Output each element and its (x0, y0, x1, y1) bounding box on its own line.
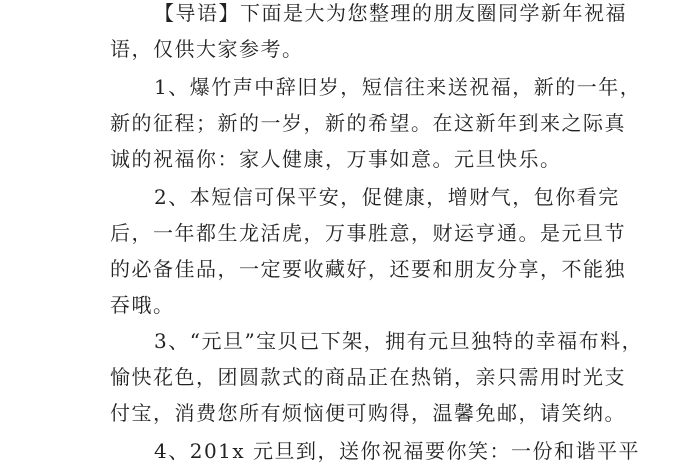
para-1-line-1: 1、爆竹声中辞旧岁，短信往来送祝福，新的一年， (154, 75, 642, 99)
para-1-line-2: 新的征程；新的一岁，新的希望。在这新年到来之际真 (110, 111, 626, 135)
intro-line-1: 【导语】下面是大为您整理的朋友圈同学新年祝福 (154, 1, 627, 25)
para-2-line-4: 吞哦。 (110, 293, 175, 317)
para-2-line-2: 后，一年都生龙活虎，万事胜意，财运亨通。是元旦节 (110, 221, 626, 245)
document-page (110, 0, 644, 470)
para-2-line-1: 2、本短信可保平安，促健康，增财气，包你看完 (154, 185, 620, 209)
para-1-line-3: 诚的祝福你：家人健康，万事如意。元旦快乐。 (110, 147, 562, 171)
para-3-line-3: 付宝，消费您所有烦恼便可购得，温馨免邮，请笑纳。 (110, 401, 626, 425)
para-3-line-2: 愉快花色，团圆款式的商品正在热销，亲只需用时光支 (110, 365, 626, 389)
intro-line-2: 语，仅供大家参考。 (110, 37, 304, 61)
para-2-line-3: 的必备佳品，一定要收藏好，还要和朋友分享，不能独 (110, 257, 626, 281)
para-3-line-1: 3、“元旦”宝贝已下架，拥有元旦独特的幸福布料， (154, 329, 644, 353)
para-4-line-1: 4、201x 元旦到，送你祝福要你笑：一份和谐平平 (154, 439, 641, 463)
